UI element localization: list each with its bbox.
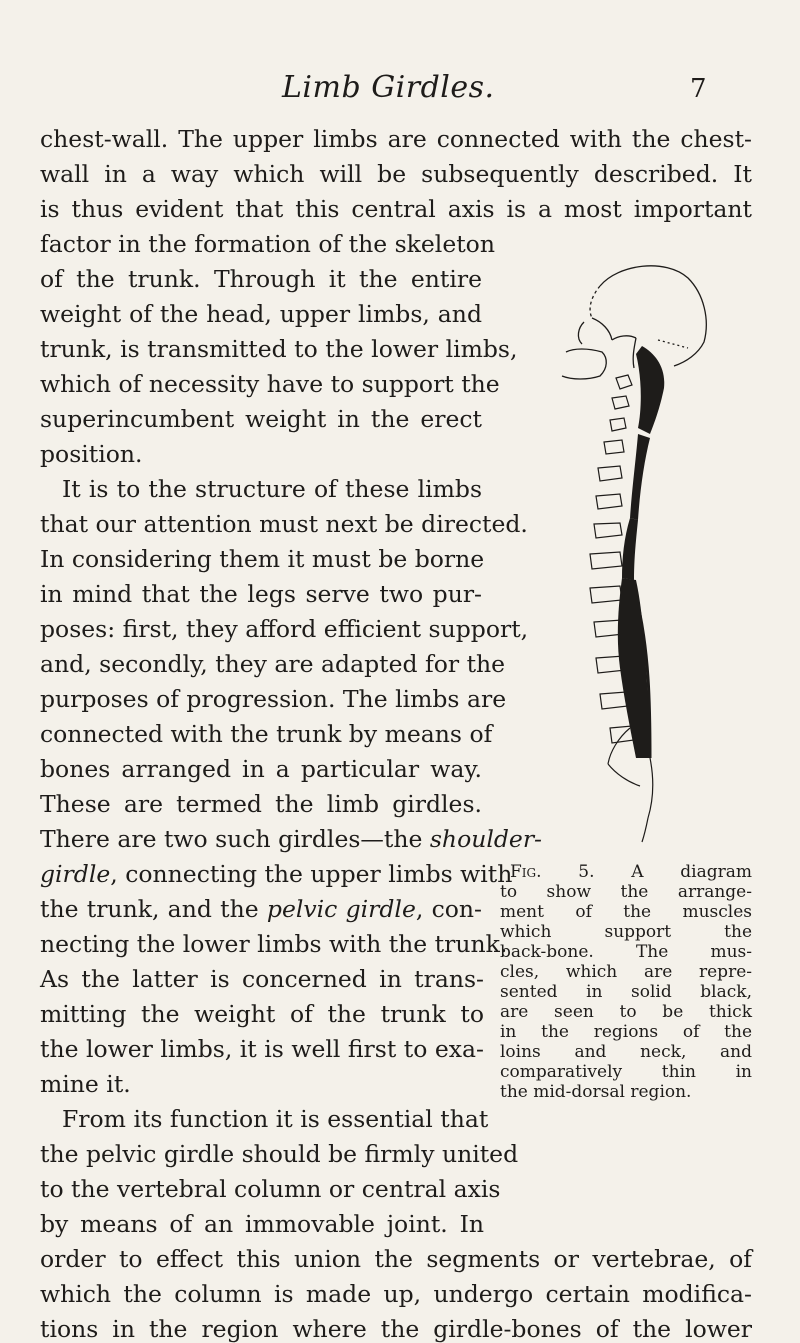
body-line: order to effect this union the segments or vertebrae, of [40,1245,752,1273]
body-line: position. [40,440,143,468]
body-line: by means of an immovable joint. In [40,1210,484,1238]
caption-line [500,862,752,882]
caption-line: to show the arrange- [500,882,752,902]
body-line: In considering them it must be borne [40,545,485,573]
body-line: of the trunk. Through it the entire [40,265,482,293]
body-line: chest-wall. The upper limbs are connected with the chest- [40,125,752,153]
body-line: that our attention must next be directed. [40,510,528,538]
running-title: Limb Girdles. [282,70,495,105]
caption-line: are seen to be thick [500,1002,752,1022]
page-header [0,70,800,110]
body-line-pelvic [40,895,482,923]
caption-line: loins and neck, and [500,1042,752,1062]
caption-line: back-bone. The mus- [500,942,752,962]
body-text: , con- [415,895,482,923]
body-line: weight of the head, upper limbs, and [40,300,482,328]
figure-caption [500,862,752,1102]
page-number: 7 [690,74,707,104]
body-line: which the column is made up, undergo certain modifica- [40,1280,752,1308]
italic-term-shoulder: shoulder- [429,825,542,853]
body-line: the pelvic girdle should be firmly united [40,1140,519,1168]
caption-line: which support the [500,922,752,942]
caption-line: in the regions of the [500,1022,752,1042]
body-line: is thus evident that this central axis is a most important [40,195,752,223]
body-line: wall in a way which will be subsequently described. It [40,160,752,188]
body-line: As the latter is concerned in trans- [40,965,484,993]
caption-line: sented in solid black, [500,982,752,1002]
body-line: mine it. [40,1070,131,1098]
italic-term-pelvic: pelvic girdle [266,895,416,923]
body-line: in mind that the legs serve two pur- [40,580,482,608]
body-text-rest: , connecting the upper limbs with [110,860,513,888]
body-line: purposes of progression. The limbs are [40,685,507,713]
body-line: necting the lower limbs with the trunk. [40,930,508,958]
body-line: connected with the trunk by means of [40,720,493,748]
body-line: mitting the weight of the trunk to [40,1000,484,1028]
body-line: trunk, is transmitted to the lower limbs, [40,335,518,363]
caption-line: ment of the muscles [500,902,752,922]
body-line: factor in the formation of the skeleton [40,230,495,258]
body-text: the trunk, and the [40,895,267,923]
body-line: to the vertebral column or central axis [40,1175,501,1203]
paragraph-start: From its function it is essential that [62,1105,489,1133]
body-line-girdle [40,860,513,888]
body-line: the lower limbs, it is well first to exa- [40,1035,484,1063]
caption-line: cles, which are repre- [500,962,752,982]
caption-text: A diagram [594,862,752,882]
body-line-shoulder [40,825,542,853]
body-text: There are two such girdles—the [40,825,430,853]
figure-label: Fig. 5. [510,862,595,882]
body-line: which of necessity have to support the [40,370,500,398]
caption-line: the mid-dorsal region. [500,1082,692,1102]
body-line: superincumbent weight in the erect [40,405,482,433]
caption-line: comparatively thin in [500,1062,752,1082]
body-line: poses: first, they afford efficient support, [40,615,529,643]
body-line: tions in the region where the girdle-bones of the lower [40,1315,752,1343]
paragraph-start: It is to the structure of these limbs [62,475,482,503]
body-line: bones arranged in a particular way. [40,755,482,783]
spine-muscle-diagram [538,258,718,858]
body-line: and, secondly, they are adapted for the [40,650,506,678]
body-line: These are termed the limb girdles. [40,790,482,818]
italic-term-girdle: girdle [40,860,111,888]
